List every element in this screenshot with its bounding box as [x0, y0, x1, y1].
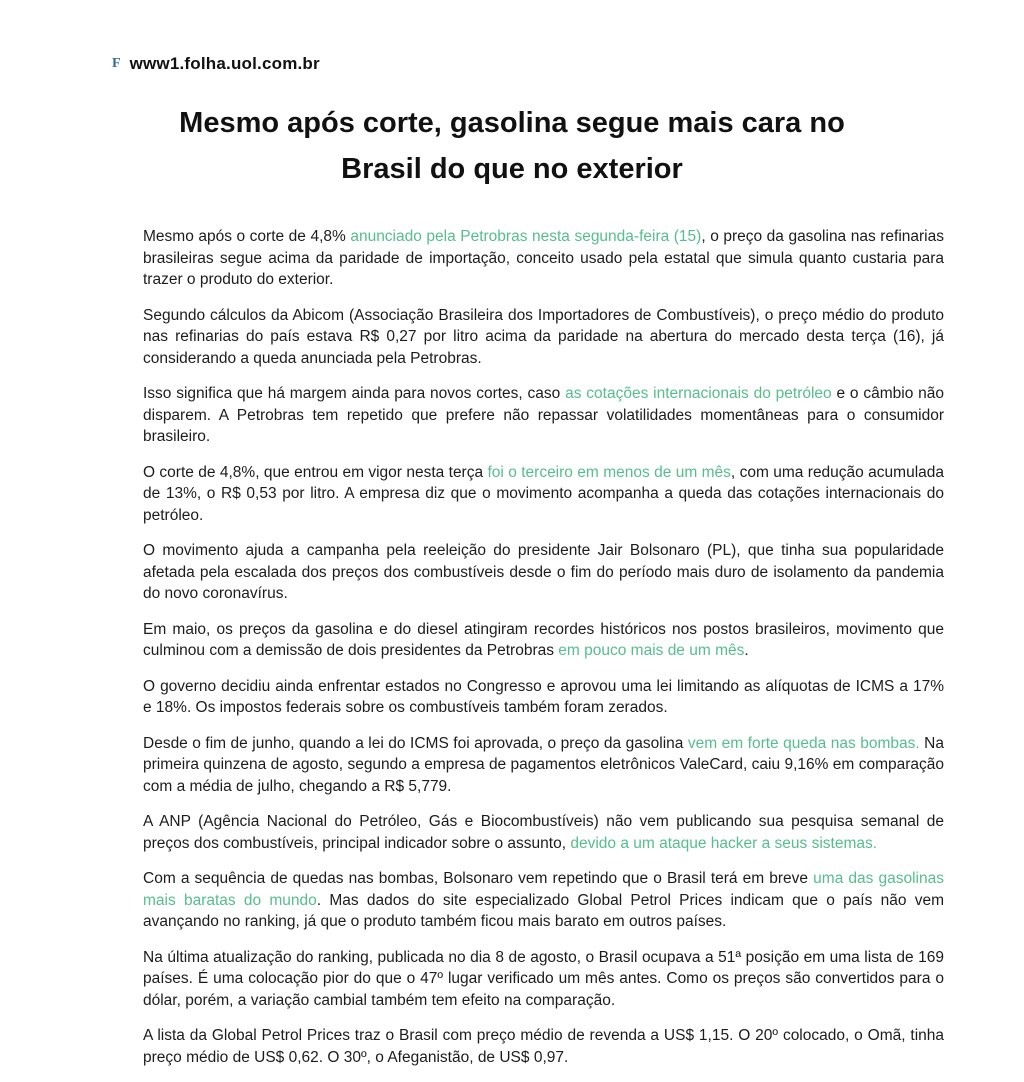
- article-link[interactable]: vem em forte queda nas bombas.: [687, 734, 920, 752]
- paragraph-text: , o preço da gasolina nas refinarias brasileiras segue acima da paridade de importação, conceito usado pela estatal que simula quanto custaria para trazer o produto do exterior.: [143, 228, 945, 288]
- paragraph-text: O movimento ajuda a campanha pela reeleição do presidente Jair Bolsonaro (PL), que tinha sua popularidade afetada pela escalada dos preços dos combustíveis desde o fim do período mais duro de isolamento da pandemia do novo coronavírus.: [143, 542, 944, 602]
- paragraph: [143, 305, 944, 370]
- paragraph: [143, 733, 944, 798]
- article-title: [0, 100, 1024, 192]
- paragraph: [143, 1025, 944, 1068]
- paragraph: [143, 676, 944, 719]
- paragraph: [143, 619, 944, 662]
- article-link[interactable]: devido a um ataque hacker a seus sistemas.: [570, 834, 878, 852]
- article-link[interactable]: anunciado pela Petrobras nesta segunda-feira (15): [350, 228, 702, 245]
- paragraph-text: A lista da Global Petrol Prices traz o Brasil com preço médio de revenda a US$ 1,15. O 20º colocado, o Omã, tinha preço médio de US$ 0,62. O 30º, o Afeganistão, de US$ 0,97.: [143, 1027, 944, 1066]
- paragraph-text: .: [744, 642, 749, 659]
- paragraph-text: Em maio, os preços da gasolina e do diesel atingiram recordes históricos nos postos brasileiros, movimento que culminou com a demissão de dois presidentes da Petrobras: [143, 620, 944, 659]
- paragraph: [143, 540, 944, 605]
- paragraph-text: Mesmo após o corte de 4,8%: [143, 228, 351, 245]
- paragraph-text: e o câmbio não disparem. A Petrobras tem repetido que prefere não repassar volatilidades momentâneas para o consumidor brasileiro.: [143, 385, 945, 445]
- paragraph: [143, 947, 944, 1012]
- site-domain[interactable]: www1.folha.uol.com.br: [129, 54, 320, 73]
- paragraph-text: . Mas dados do site especializado Global Petrol Prices indicam que o país não vem avançando no ranking, já que o produto também ficou mais barato em outros países.: [143, 891, 944, 930]
- paragraph-text: , com uma redução acumulada de 13%, o R$ 0,53 por litro. A empresa diz que o movimento acompanha a queda das cotações internacionais do petróleo.: [143, 463, 944, 524]
- article-title-line-2: Brasil do que no exterior: [341, 153, 683, 185]
- article-body: [143, 226, 944, 1082]
- article-link[interactable]: foi o terceiro em menos de um mês: [487, 463, 731, 481]
- article-link[interactable]: as cotações internacionais do petróleo: [565, 385, 832, 402]
- article-link[interactable]: em pouco mais de um mês: [558, 642, 745, 659]
- paragraph: [143, 226, 944, 291]
- paragraph: [143, 868, 944, 933]
- article-title-line-1: Mesmo após corte, gasolina segue mais cara no: [179, 107, 845, 139]
- site-header: [112, 54, 320, 74]
- article-link[interactable]: uma das gasolinas mais baratas do mundo: [143, 870, 944, 909]
- paragraph-text: Com a sequência de quedas nas bombas, Bolsonaro vem repetindo que o Brasil terá em breve: [143, 870, 814, 887]
- paragraph-text: O governo decidiu ainda enfrentar estados no Congresso e aprovou uma lei limitando as alíquotas de ICMS a 17% e 18%. Os impostos federais sobre os combustíveis também foram zerados.: [143, 677, 944, 716]
- paragraph: [143, 811, 944, 854]
- paragraph-text: Na primeira quinzena de agosto, segundo a empresa de pagamentos eletrônicos ValeCard, caiu 9,16% em comparação com a média de julho, chegando a R$ 5,779.: [143, 734, 944, 795]
- paragraph-text: Desde o fim de junho, quando a lei do ICMS foi aprovada, o preço da gasolina: [143, 734, 688, 752]
- paragraph: [143, 383, 944, 448]
- paragraph-text: O corte de 4,8%, que entrou em vigor nesta terça: [143, 463, 488, 481]
- paragraph: [143, 462, 944, 527]
- paragraph-text: Isso significa que há margem ainda para novos cortes, caso: [143, 385, 566, 402]
- paragraph-text: Segundo cálculos da Abicom (Associação Brasileira dos Importadores de Combustíveis), o preço médio do produto nas refinarias do país estava R$ 0,27 por litro acima da paridade na abertura do mercado desta terça (16), já considerando a queda anunciada pela Petrobras.: [143, 306, 944, 367]
- folha-favicon-icon: F: [112, 56, 121, 71]
- paragraph-text: Na última atualização do ranking, publicada no dia 8 de agosto, o Brasil ocupava a 51ª posição em uma lista de 169 países. É uma colocação pior do que o 47º lugar verificado um mês antes. Como os preços são convertidos para o dólar, porém, a variação cambial também tem efeito na comparação.: [143, 948, 944, 1009]
- paragraph-text: A ANP (Agência Nacional do Petróleo, Gás e Biocombustíveis) não vem publicando sua pesquisa semanal de preços dos combustíveis, principal indicador sobre o assunto,: [143, 813, 944, 852]
